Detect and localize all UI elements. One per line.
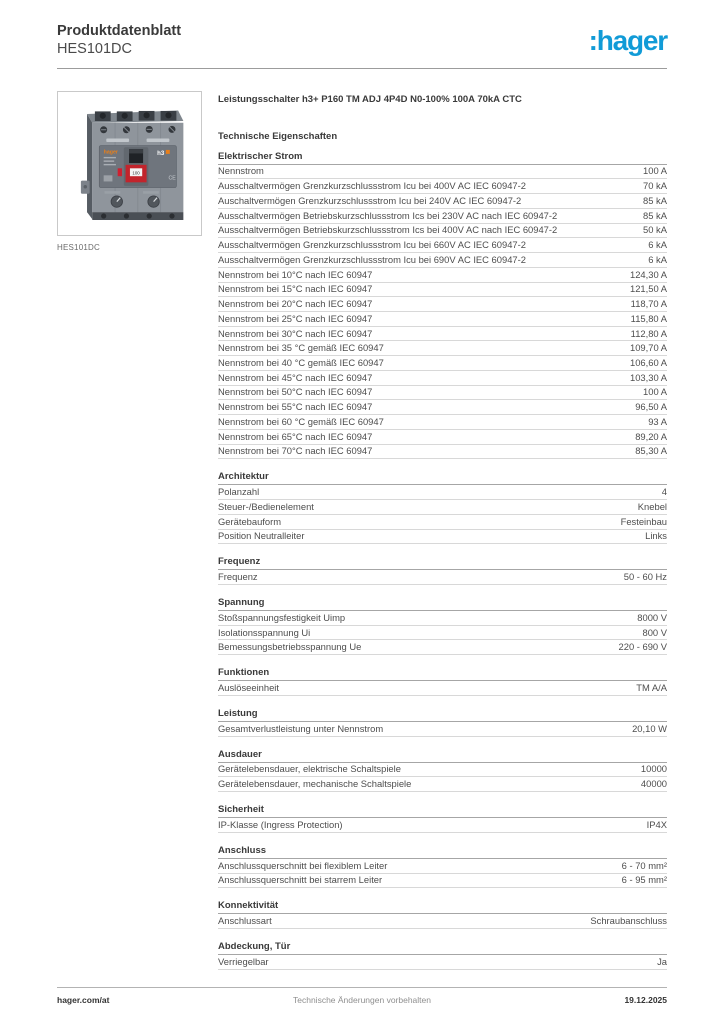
spec-label: Ausschaltvermögen Betriebskurzschlussstrom Ics bei 400V AC nach IEC 60947-2 (218, 224, 558, 236)
spec-row (218, 640, 667, 655)
breaker-rating-label: 100 (132, 170, 140, 176)
product-image (66, 100, 193, 227)
doc-header-text (57, 22, 181, 58)
section-title: Anschluss (218, 845, 667, 859)
spec-value: 96,50 A (635, 401, 667, 413)
spec-section (218, 708, 667, 737)
breaker-series-label: h3 (157, 150, 165, 158)
spec-label: Anschlussquerschnitt bei starrem Leiter (218, 874, 383, 886)
specs-column (218, 91, 667, 970)
spec-label: Anschlussquerschnitt bei flexiblem Leiter (218, 859, 388, 871)
spec-label: Nennstrom bei 10°C nach IEC 60947 (218, 268, 373, 280)
spec-value: 93 A (648, 415, 667, 427)
spec-label: Ausschaltvermögen Betriebskurzschlussstrom Ics bei 230V AC nach IEC 60947-2 (218, 209, 558, 221)
spec-row (218, 955, 667, 970)
spec-value: 50 - 60 Hz (623, 571, 667, 583)
spec-value: Festeinbau (620, 515, 667, 527)
spec-value: 118,70 A (630, 298, 667, 310)
spec-value: 85,30 A (635, 445, 667, 457)
doc-footer (57, 987, 667, 1005)
spec-label: Gerätelebensdauer, elektrische Schaltspiele (218, 763, 401, 775)
spec-value: 106,60 A (629, 356, 667, 368)
spec-label: Nennstrom bei 60 °C gemäß IEC 60947 (218, 415, 384, 427)
spec-value: 124,30 A (629, 268, 667, 280)
spec-label: Position Neutralleiter (218, 530, 305, 542)
breaker-ce-mark: CE (168, 175, 176, 182)
spec-value: Schraubanschluss (590, 915, 667, 927)
spec-row (218, 253, 667, 268)
spec-row (218, 500, 667, 515)
spec-label: Anschlussart (218, 915, 272, 927)
spec-value: 220 - 690 V (618, 641, 667, 653)
spec-row (218, 400, 667, 415)
product-title: Leistungsschalter h3+ P160 TM ADJ 4P4D N0-100% 100A 70kA CTC (218, 94, 522, 106)
spec-row (218, 415, 667, 430)
spec-label: Nennstrom bei 40 °C gemäß IEC 60947 (218, 356, 384, 368)
spec-row (218, 341, 667, 356)
spec-value: 6 - 95 mm² (621, 874, 667, 886)
spec-label: IP-Klasse (Ingress Protection) (218, 818, 343, 830)
spec-label: Gesamtverlustleistung unter Nennstrom (218, 722, 384, 734)
spec-row (218, 874, 667, 889)
section-title: Konnektivität (218, 900, 667, 914)
spec-row (218, 209, 667, 224)
spec-section (218, 749, 667, 792)
spec-value: TM A/A (636, 682, 667, 693)
section-title: Spannung (218, 597, 667, 611)
section-title: Leistung (218, 708, 667, 722)
spec-label: Nennstrom bei 35 °C gemäß IEC 60947 (218, 342, 384, 354)
spec-sections (218, 151, 667, 970)
spec-row (218, 818, 667, 833)
spec-value: 85 kA (643, 194, 667, 206)
spec-label: Stoßspannungsfestigkeit Uimp (218, 611, 346, 623)
spec-row (218, 626, 667, 641)
spec-value: 4 (661, 486, 667, 498)
doc-product-ref: HES101DC (57, 41, 132, 58)
section-title: Architektur (218, 471, 667, 485)
spec-value: Ja (657, 955, 667, 967)
section-title: Ausdauer (218, 749, 667, 763)
spec-value: 50 kA (643, 224, 667, 236)
spec-row (218, 445, 667, 460)
spec-row (218, 194, 667, 209)
spec-label: Auslöseeinheit (218, 682, 279, 693)
spec-row (218, 515, 667, 530)
product-image-caption: HES101DC (57, 243, 100, 253)
spec-row (218, 530, 667, 545)
spec-row (218, 777, 667, 792)
spec-label: Verriegelbar (218, 955, 269, 967)
spec-value: Knebel (637, 500, 667, 512)
section-title: Frequenz (218, 556, 667, 570)
spec-label: Polanzahl (218, 486, 260, 498)
spec-value: 8000 V (637, 611, 667, 623)
spec-section (218, 597, 667, 655)
spec-label: Nennstrom (218, 165, 264, 177)
spec-row (218, 611, 667, 626)
spec-row (218, 238, 667, 253)
spec-section (218, 471, 667, 544)
section-title: Elektrischer Strom (218, 151, 667, 165)
spec-row (218, 914, 667, 929)
spec-value: 6 kA (648, 239, 667, 251)
product-image-frame (57, 91, 202, 236)
content-area (57, 0, 667, 970)
section-title: Abdeckung, Tür (218, 941, 667, 955)
spec-value: 112,80 A (630, 327, 667, 339)
spec-row (218, 681, 667, 696)
doc-header (57, 0, 667, 69)
spec-row (218, 283, 667, 298)
spec-row (218, 179, 667, 194)
main-content (57, 91, 667, 970)
footer-date: 19.12.2025 (624, 995, 667, 1005)
spec-label: Nennstrom bei 70°C nach IEC 60947 (218, 445, 373, 457)
spec-label: Auschaltvermögen Grenzkurzschlussstrom Icu bei 240V AC IEC 60947-2 (218, 194, 522, 206)
hager-logo: :hager (588, 25, 667, 56)
spec-value: 121,50 A (629, 283, 667, 295)
spec-row (218, 570, 667, 585)
spec-label: Ausschaltvermögen Grenzkurzschlussstrom Icu bei 690V AC IEC 60947-2 (218, 253, 526, 265)
section-title: Funktionen (218, 667, 667, 681)
spec-section (218, 845, 667, 888)
spec-row (218, 297, 667, 312)
spec-value: 6 - 70 mm² (621, 859, 667, 871)
doc-type-title: Produktdatenblatt (57, 23, 182, 39)
spec-label: Gerätelebensdauer, mechanische Schaltspiele (218, 778, 412, 790)
spec-row (218, 430, 667, 445)
spec-section (218, 804, 667, 833)
spec-row (218, 386, 667, 401)
spec-label: Ausschaltvermögen Grenzkurzschlussstrom Icu bei 400V AC IEC 60947-2 (218, 180, 526, 192)
spec-value: 6 kA (648, 253, 667, 265)
specs-heading: Technische Eigenschaften (218, 130, 338, 142)
spec-section (218, 556, 667, 585)
spec-label: Nennstrom bei 50°C nach IEC 60947 (218, 386, 373, 398)
spec-section (218, 941, 667, 970)
spec-value: 70 kA (643, 180, 667, 192)
spec-value: 40000 (640, 778, 667, 790)
spec-value: 20,10 W (632, 722, 667, 734)
spec-value: 109,70 A (629, 342, 667, 354)
spec-label: Steuer-/Bedienelement (218, 500, 314, 512)
spec-value: 100 A (643, 386, 667, 398)
spec-label: Bemessungsbetriebsspannung Ue (218, 641, 362, 653)
footer-website: hager.com/at (57, 995, 110, 1005)
spec-row (218, 859, 667, 874)
footer-legal-note: Technische Änderungen vorbehalten (293, 995, 431, 1005)
spec-label: Nennstrom bei 45°C nach IEC 60947 (218, 371, 373, 383)
spec-row (218, 268, 667, 283)
spec-label: Ausschaltvermögen Grenzkurzschlussstrom Icu bei 660V AC IEC 60947-2 (218, 239, 526, 251)
spec-row (218, 312, 667, 327)
spec-row (218, 485, 667, 500)
spec-section (218, 900, 667, 929)
spec-value: 103,30 A (629, 371, 667, 383)
spec-value: 85 kA (643, 209, 667, 221)
spec-value: 115,80 A (630, 312, 667, 324)
breaker-brand-label: hager (103, 149, 118, 156)
spec-label: Isolationsspannung Ui (218, 626, 311, 638)
spec-row (218, 327, 667, 342)
spec-label: Frequenz (218, 571, 258, 583)
spec-section (218, 151, 667, 460)
spec-label: Nennstrom bei 20°C nach IEC 60947 (218, 298, 373, 310)
spec-label: Nennstrom bei 30°C nach IEC 60947 (218, 327, 373, 339)
spec-label: Nennstrom bei 55°C nach IEC 60947 (218, 401, 373, 413)
spec-row (218, 722, 667, 737)
section-title: Sicherheit (218, 804, 667, 818)
product-image-column (57, 91, 202, 970)
spec-value: 800 V (642, 626, 667, 638)
spec-row (218, 356, 667, 371)
spec-value: IP4X (646, 818, 667, 830)
spec-row (218, 165, 667, 180)
spec-row (218, 224, 667, 239)
spec-label: Nennstrom bei 15°C nach IEC 60947 (218, 283, 373, 295)
spec-label: Nennstrom bei 25°C nach IEC 60947 (218, 312, 373, 324)
spec-row (218, 371, 667, 386)
spec-label: Nennstrom bei 65°C nach IEC 60947 (218, 430, 373, 442)
spec-value: Links (645, 530, 667, 542)
spec-row (218, 763, 667, 778)
spec-value: 100 A (643, 165, 667, 177)
spec-section (218, 667, 667, 696)
spec-value: 10000 (640, 763, 667, 775)
spec-label: Gerätebauform (218, 515, 282, 527)
spec-value: 89,20 A (635, 430, 667, 442)
